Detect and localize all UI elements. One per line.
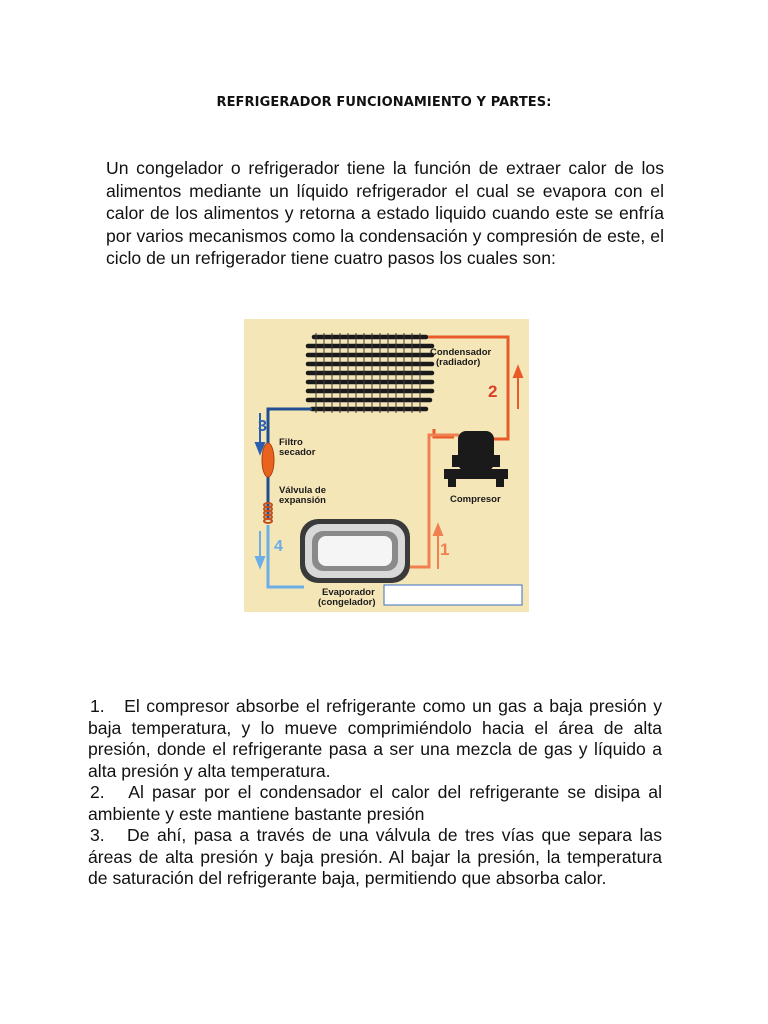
evaporator-sublabel: (congelador) bbox=[318, 597, 376, 608]
intro-paragraph: Un congelador o refrigerador tiene la función de extraer calor de los alimentos mediante un líquido refrigerador el cual se evapora con el calor de los alimentos y retorna a estado liquido cuando este se enfría por varios mecanismos como la condensación y compresión de este, el ciclo de un refrigerador tiene cuatro pasos los cuales son: bbox=[106, 158, 664, 268]
condenser-sublabel: (radiador) bbox=[436, 357, 481, 368]
caption-box bbox=[384, 585, 522, 605]
valve-sublabel: expansión bbox=[279, 495, 326, 506]
evaporator-core bbox=[318, 536, 392, 566]
filter-sublabel: secador bbox=[279, 447, 316, 458]
filter-label: Filtro bbox=[279, 437, 303, 448]
step-item bbox=[88, 825, 662, 890]
step-item bbox=[88, 782, 662, 825]
step-number-1: 1 bbox=[440, 540, 450, 559]
step-text: De ahí, pasa a través de una válvula de tres vías que separa las áreas de alta presión y baja presión. Al bajar la presión, la temperatura de saturación del refrigerante baja, permitiendo que absorba calor. bbox=[88, 825, 662, 888]
condenser-label: Condensador bbox=[430, 347, 492, 358]
compressor-label: Compresor bbox=[450, 494, 501, 505]
step-number-3: 3 bbox=[258, 418, 267, 435]
filter-drier bbox=[262, 443, 274, 477]
step-number: 1. bbox=[90, 696, 105, 716]
step-item bbox=[88, 696, 662, 782]
valve-label: Válvula de bbox=[279, 485, 326, 496]
steps-list bbox=[88, 696, 662, 890]
refrigeration-cycle-diagram bbox=[244, 319, 529, 612]
step-text: El compresor absorbe el refrigerante como un gas a baja presión y baja temperatura, y lo mueve comprimiéndolo hacia el área de alta presión, donde el refrigerante pasa a ser una mezcla de gas y líquido a alta presión y alta temperatura. bbox=[88, 696, 662, 781]
step-number: 3. bbox=[90, 825, 105, 845]
step-number-2: 2 bbox=[488, 382, 498, 401]
condenser-coil bbox=[308, 337, 432, 409]
step-number-4: 4 bbox=[274, 538, 283, 555]
step-text: Al pasar por el condensador el calor del refrigerante se disipa al ambiente y este mantiene bastante presión bbox=[88, 782, 662, 824]
evaporator-label: Evaporador bbox=[322, 587, 375, 598]
page-title: REFRIGERADOR FUNCIONAMIENTO Y PARTES: bbox=[216, 95, 552, 110]
step-number: 2. bbox=[90, 782, 105, 802]
